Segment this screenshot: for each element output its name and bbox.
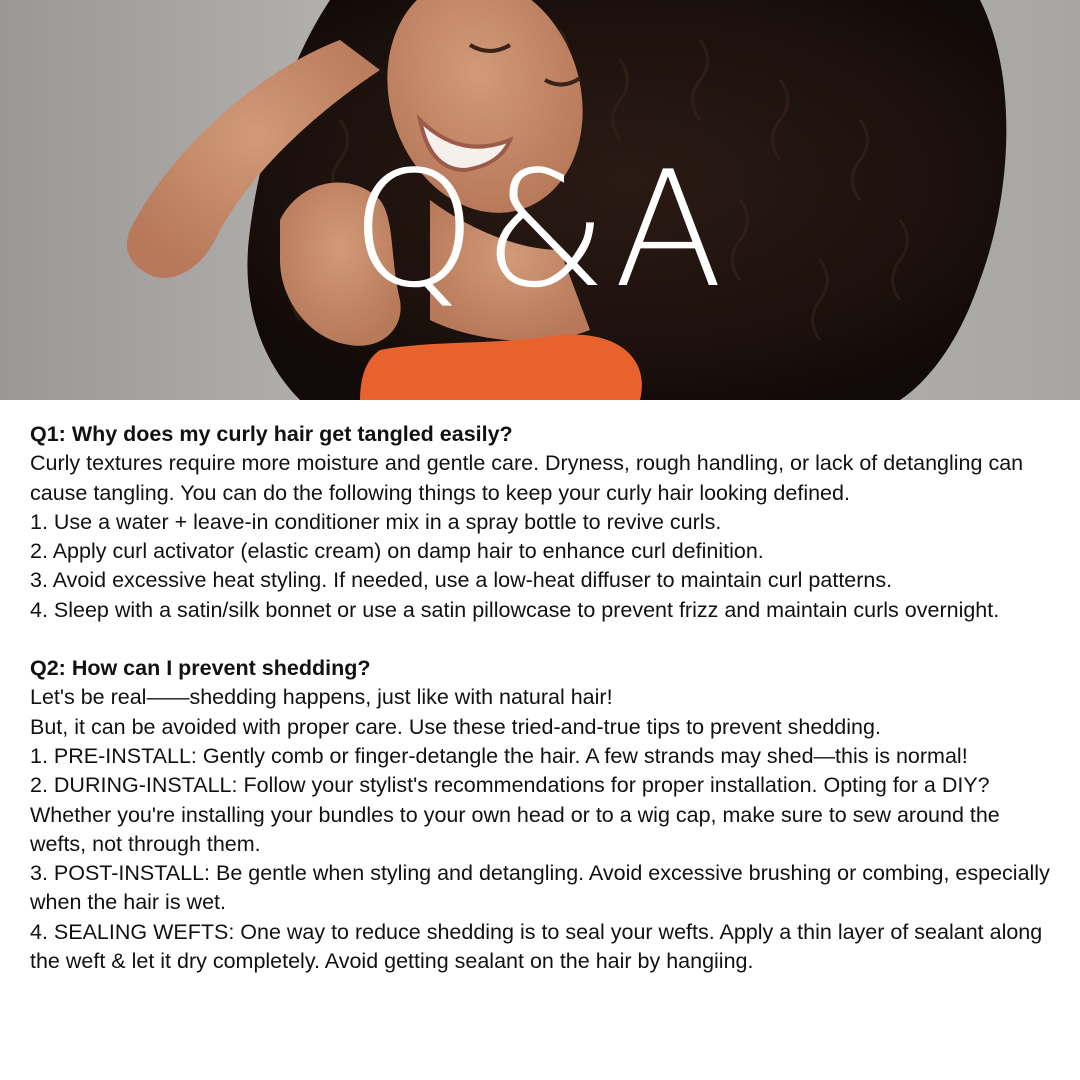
answer-2-intro: Let's be real——shedding happens, just like with natural hair! bbox=[30, 685, 613, 710]
answer-2-tip-3: 3. POST-INSTALL: Be gentle when styling and detangling. Avoid excessive brushing or combing, especially when the hair is wet. bbox=[30, 861, 1050, 915]
hero-photo bbox=[0, 0, 1080, 400]
answer-2-tip-4: 4. SEALING WEFTS: One way to reduce shedding is to seal your wefts. Apply a thin layer of sealant along the weft & let it dry completely. Avoid getting sealant on the hair by hangiing. bbox=[30, 919, 1043, 974]
question-1: Q1: Why does my curly hair get tangled easily? bbox=[30, 422, 513, 446]
section-gap bbox=[30, 625, 1060, 654]
answer-1-intro: Curly textures require more moisture and gentle care. Dryness, rough handling, or lack of detangling can cause tangling. You can do the following things to keep your curly hair looking defined. bbox=[30, 451, 1024, 505]
answer-1-tip-1: 1. Use a water + leave-in conditioner mix in a spray bottle to revive curls. bbox=[30, 509, 722, 534]
question-2: Q2: How can I prevent shedding? bbox=[30, 656, 371, 681]
answer-2-tip-1: 1. PRE-INSTALL: Gently comb or finger-detangle the hair. A few strands may shed—this is normal! bbox=[30, 743, 968, 768]
answer-2-intro-2: But, it can be avoided with proper care. Use these tried-and-true tips to prevent shedding. bbox=[30, 714, 881, 739]
answer-2-tip-2: 2. DURING-INSTALL: Follow your stylist's recommendations for proper installation. Opting for a DIY? Whether you're installing your bundles to your own head or to a wig cap, make sure to sew around the wefts, not through them. bbox=[30, 773, 1000, 856]
qa-content bbox=[30, 420, 1060, 976]
hero-title: Q&A bbox=[350, 136, 730, 323]
answer-1-tip-2: 2. Apply curl activator (elastic cream) on damp hair to enhance curl definition. bbox=[30, 539, 764, 564]
answer-1-tip-3: 3. Avoid excessive heat styling. If needed, use a low-heat diffuser to maintain curl patterns. bbox=[30, 568, 893, 593]
answer-1-tip-4: 4. Sleep with a satin/silk bonnet or use a satin pillowcase to prevent frizz and maintain curls overnight. bbox=[30, 597, 1000, 622]
